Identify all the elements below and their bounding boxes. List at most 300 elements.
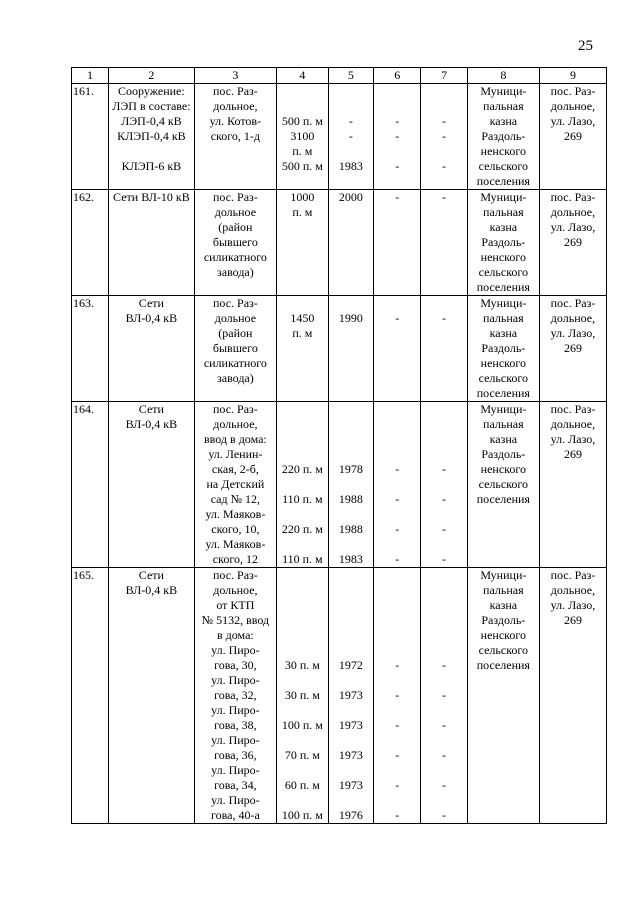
cell-line: 1978 <box>338 462 363 476</box>
length-cell <box>277 84 329 190</box>
column-7-cell <box>421 402 467 568</box>
cell-line: - <box>348 129 353 143</box>
cell-line <box>278 477 327 492</box>
cell-line: ского, 1-д <box>210 129 261 143</box>
length-cell <box>277 402 329 568</box>
cell-line: пальная <box>483 583 524 597</box>
owner-cell <box>467 568 539 824</box>
cell-line <box>330 417 372 432</box>
cell-line <box>330 144 372 159</box>
row-number-cell: 164. <box>72 402 109 568</box>
cell-line <box>422 703 465 718</box>
cell-line <box>422 733 465 748</box>
cell-line <box>422 432 465 447</box>
cell-line: пальная <box>483 205 524 219</box>
owner-cell <box>467 190 539 296</box>
cell-line: Муници- <box>480 190 527 204</box>
cell-line <box>278 507 327 522</box>
row-number-cell: 163. <box>72 296 109 402</box>
cell-line <box>422 568 465 583</box>
cell-line: 1972 <box>338 658 363 672</box>
column-6-cell <box>373 296 420 402</box>
column-number: 7 <box>421 68 467 84</box>
year-cell <box>328 84 373 190</box>
cell-line: пос. Раз- <box>212 84 258 98</box>
cell-line: завода) <box>217 371 254 385</box>
cell-line <box>422 598 465 613</box>
cell-line: поселения <box>476 386 530 400</box>
cell-line <box>278 793 327 808</box>
cell-line: в дома: <box>217 628 254 642</box>
column-number: 2 <box>109 68 195 84</box>
cell-line: сельского <box>478 265 529 279</box>
cell-line <box>375 507 419 522</box>
cell-line <box>330 477 372 492</box>
row-number-cell: 162. <box>72 190 109 296</box>
cell-line <box>422 537 465 552</box>
column-6-cell <box>373 402 420 568</box>
cell-line: - <box>395 808 400 822</box>
cell-line: ненского <box>480 462 527 476</box>
cell-line: пос. Раз- <box>550 402 596 416</box>
page-number: 25 <box>578 38 593 54</box>
cell-line <box>330 643 372 658</box>
cell-line: бывшего <box>212 341 258 355</box>
cell-line <box>278 643 327 658</box>
cell-line: Раздоль- <box>481 235 526 249</box>
cell-line <box>422 613 465 628</box>
cell-line: 500 п. м <box>281 114 323 128</box>
cell-line <box>375 447 419 462</box>
cell-line: - <box>442 552 447 566</box>
cell-line <box>278 733 327 748</box>
cell-line <box>422 793 465 808</box>
cell-line: - <box>442 462 447 476</box>
cell-line: - <box>442 688 447 702</box>
cell-line <box>330 583 372 598</box>
column-7-cell <box>421 190 467 296</box>
cell-line <box>330 763 372 778</box>
cell-line: завода) <box>217 265 254 279</box>
cell-line: гова, 40-а <box>210 808 260 822</box>
cell-line <box>196 159 275 174</box>
cell-line: - <box>442 492 447 506</box>
table-row <box>72 84 607 190</box>
cell-line: - <box>348 114 353 128</box>
column-7-cell <box>421 568 467 824</box>
cell-line: дольное <box>214 205 257 219</box>
cell-line: ская, 2-б, <box>211 462 259 476</box>
cell-line: ул. Лазо, <box>550 326 596 340</box>
owner-cell <box>467 84 539 190</box>
cell-line <box>375 417 419 432</box>
cell-line <box>375 598 419 613</box>
cell-line <box>422 507 465 522</box>
cell-line <box>375 99 419 114</box>
cell-line <box>330 296 372 311</box>
cell-line: казна <box>489 220 518 234</box>
cell-line: - <box>395 778 400 792</box>
cell-line: дольное, <box>550 99 596 113</box>
cell-line: п. м <box>292 326 313 340</box>
cell-line: - <box>395 688 400 702</box>
cell-line: ВЛ-0,4 кВ <box>125 311 178 325</box>
object-name-cell <box>109 296 195 402</box>
cell-line: 1988 <box>338 522 363 536</box>
year-cell <box>328 296 373 402</box>
cell-line: дольное <box>214 311 257 325</box>
cell-line <box>330 793 372 808</box>
cell-line: 1973 <box>338 748 363 762</box>
column-7-cell <box>421 296 467 402</box>
cell-line: КЛЭП-0,4 кВ <box>117 129 186 143</box>
cell-line <box>278 628 327 643</box>
cell-line: гова, 32, <box>214 688 257 702</box>
cell-line <box>278 402 327 417</box>
cell-line <box>278 598 327 613</box>
cell-line: 100 п. м <box>281 808 323 822</box>
cell-line: Муници- <box>480 568 527 582</box>
cell-line: гова, 36, <box>214 748 257 762</box>
length-cell <box>277 568 329 824</box>
cell-line: 220 п. м <box>281 522 323 536</box>
cell-line <box>375 568 419 583</box>
cell-line <box>278 99 327 114</box>
cell-line: 269 <box>563 447 582 461</box>
cell-line <box>278 432 327 447</box>
cell-line: ул. Лазо, <box>550 432 596 446</box>
year-cell <box>328 402 373 568</box>
cell-line: № 5132, ввод <box>201 613 270 627</box>
cell-line <box>196 144 275 159</box>
cell-line <box>278 673 327 688</box>
cell-line <box>422 673 465 688</box>
cell-line: дольное, <box>213 583 258 597</box>
cell-line <box>422 447 465 462</box>
cell-line: 1973 <box>338 778 363 792</box>
cell-line: ул. Пиро- <box>211 643 260 657</box>
cell-line: - <box>395 114 400 128</box>
cell-line <box>422 99 465 114</box>
object-name-cell <box>109 568 195 824</box>
cell-line: - <box>442 311 447 325</box>
cell-line: бывшего <box>212 235 258 249</box>
cell-line: Муници- <box>480 296 527 310</box>
cell-line: 1983 <box>338 552 363 566</box>
property-registry-table <box>71 67 607 824</box>
cell-line: 2000 <box>338 190 363 204</box>
column-number: 5 <box>328 68 373 84</box>
cell-line <box>330 84 372 99</box>
cell-line: - <box>395 552 400 566</box>
cell-line: дольное, <box>550 205 596 219</box>
column-number: 4 <box>277 68 329 84</box>
cell-line: Сети ВЛ-10 кВ <box>113 190 190 204</box>
object-name-cell <box>109 84 195 190</box>
address-cell <box>194 84 276 190</box>
column-6-cell <box>373 190 420 296</box>
column-number: 3 <box>194 68 276 84</box>
cell-line: 1976 <box>338 808 363 822</box>
column-7-cell <box>421 84 467 190</box>
cell-line: - <box>395 522 400 536</box>
cell-line <box>422 417 465 432</box>
cell-line: ул. Пиро- <box>211 733 260 747</box>
cell-line: ул. Маяков- <box>205 537 266 551</box>
cell-line <box>278 537 327 552</box>
cell-line: - <box>395 492 400 506</box>
cell-line: Раздоль- <box>481 447 526 461</box>
cell-line: пос. Раз- <box>550 84 596 98</box>
cell-line: пос. Раз- <box>212 568 258 582</box>
cell-line <box>330 628 372 643</box>
cell-line: на Детский <box>206 477 265 491</box>
cell-line: пальная <box>483 311 524 325</box>
cell-line: - <box>442 748 447 762</box>
object-name-cell <box>109 190 195 296</box>
cell-line: ул. Пиро- <box>211 673 260 687</box>
cell-line: ВЛ-0,4 кВ <box>125 417 178 431</box>
owner-address-cell <box>539 568 606 824</box>
cell-line <box>330 432 372 447</box>
cell-line: 110 п. м <box>282 552 323 566</box>
cell-line: сельского <box>478 159 529 173</box>
cell-line: (район <box>218 220 253 234</box>
cell-line: Муници- <box>480 402 527 416</box>
cell-line: - <box>395 718 400 732</box>
cell-line <box>330 598 372 613</box>
cell-line <box>422 628 465 643</box>
cell-line: 269 <box>563 613 582 627</box>
column-6-cell <box>373 84 420 190</box>
cell-line: Раздоль- <box>481 613 526 627</box>
cell-line: силикатного <box>203 250 267 264</box>
cell-line: Раздоль- <box>481 341 526 355</box>
cell-line <box>375 477 419 492</box>
cell-line: - <box>395 658 400 672</box>
cell-line: 1988 <box>338 492 363 506</box>
object-name-cell <box>109 402 195 568</box>
cell-line <box>375 673 419 688</box>
cell-line: - <box>442 190 447 204</box>
cell-line <box>278 763 327 778</box>
cell-line: 269 <box>563 129 582 143</box>
cell-line: ул. Котов- <box>209 114 262 128</box>
cell-line: - <box>395 190 400 204</box>
cell-line: пос. Раз- <box>212 190 258 204</box>
cell-line <box>375 628 419 643</box>
cell-line: сад № 12, <box>210 492 261 506</box>
cell-line <box>375 84 419 99</box>
owner-address-cell <box>539 190 606 296</box>
cell-line: ЛЭП-0,4 кВ <box>121 114 182 128</box>
cell-line <box>375 583 419 598</box>
year-cell <box>328 568 373 824</box>
cell-line <box>375 613 419 628</box>
cell-line <box>330 447 372 462</box>
owner-address-cell <box>539 296 606 402</box>
cell-line: 1973 <box>338 688 363 702</box>
cell-line: 1450 <box>290 311 315 325</box>
cell-line: Сети <box>138 568 164 582</box>
cell-line: ул. Лазо, <box>550 220 596 234</box>
cell-line: казна <box>489 326 518 340</box>
cell-line <box>375 793 419 808</box>
cell-line: сельского <box>478 643 529 657</box>
cell-line: - <box>442 159 447 173</box>
table-row <box>72 296 607 402</box>
cell-line <box>330 537 372 552</box>
cell-line <box>278 613 327 628</box>
cell-line: 100 п. м <box>281 718 323 732</box>
cell-line: Сооружение: <box>118 84 185 98</box>
table-row <box>72 568 607 824</box>
cell-line <box>422 763 465 778</box>
cell-line: дольное, <box>550 311 596 325</box>
cell-line: гова, 38, <box>214 718 257 732</box>
cell-line: п. м <box>292 205 313 219</box>
cell-line <box>375 296 419 311</box>
cell-line: - <box>395 462 400 476</box>
cell-line: ул. Лазо, <box>550 598 596 612</box>
cell-line: - <box>395 311 400 325</box>
cell-line: 60 п. м <box>284 778 320 792</box>
cell-line: ненского <box>480 250 527 264</box>
cell-line <box>422 583 465 598</box>
cell-line: 500 п. м <box>281 159 323 173</box>
year-cell <box>328 190 373 296</box>
cell-line: дольное, <box>213 99 258 113</box>
cell-line: - <box>442 522 447 536</box>
cell-line: гова, 34, <box>214 778 257 792</box>
cell-line <box>330 402 372 417</box>
address-cell <box>194 190 276 296</box>
cell-line <box>375 703 419 718</box>
cell-line: - <box>395 748 400 762</box>
cell-line <box>278 417 327 432</box>
cell-line: Раздоль- <box>481 129 526 143</box>
cell-line: 1000 <box>290 190 315 204</box>
cell-line <box>110 144 193 159</box>
cell-line: Муници- <box>480 84 527 98</box>
cell-line <box>330 507 372 522</box>
cell-line: ненского <box>480 144 527 158</box>
cell-line: ул. Пиро- <box>211 793 260 807</box>
cell-line: поселения <box>476 492 530 506</box>
cell-line <box>375 763 419 778</box>
cell-line: ского, 10, <box>211 522 260 536</box>
cell-line: п. м <box>292 144 313 158</box>
cell-line: дольное, <box>550 583 596 597</box>
cell-line: пос. Раз- <box>550 190 596 204</box>
cell-line: дольное, <box>213 417 258 431</box>
cell-line: Сети <box>138 402 164 416</box>
address-cell <box>194 402 276 568</box>
cell-line <box>330 733 372 748</box>
address-cell <box>194 296 276 402</box>
cell-line: ул. Пиро- <box>211 763 260 777</box>
cell-line <box>375 144 419 159</box>
cell-line <box>278 583 327 598</box>
row-number-cell: 161. <box>72 84 109 190</box>
cell-line: ненского <box>480 628 527 642</box>
owner-address-cell <box>539 84 606 190</box>
cell-line: - <box>395 159 400 173</box>
cell-line: сельского <box>478 371 529 385</box>
cell-line <box>375 432 419 447</box>
cell-line <box>278 84 327 99</box>
cell-line: пальная <box>483 99 524 113</box>
cell-line: ского, 12 <box>212 552 258 566</box>
owner-cell <box>467 402 539 568</box>
cell-line <box>422 402 465 417</box>
cell-line <box>375 643 419 658</box>
address-cell <box>194 568 276 824</box>
cell-line: - <box>395 129 400 143</box>
cell-line: - <box>442 718 447 732</box>
cell-line: КЛЭП-6 кВ <box>121 159 182 173</box>
cell-line <box>278 296 327 311</box>
cell-line: 220 п. м <box>281 462 323 476</box>
cell-line: сельского <box>478 477 529 491</box>
cell-line <box>422 296 465 311</box>
column-number: 9 <box>539 68 606 84</box>
cell-line: пос. Раз- <box>212 402 258 416</box>
cell-line: ул. Маяков- <box>205 507 266 521</box>
cell-line: пальная <box>483 417 524 431</box>
owner-address-cell <box>539 402 606 568</box>
cell-line <box>278 703 327 718</box>
cell-line: казна <box>489 598 518 612</box>
cell-line <box>422 643 465 658</box>
cell-line: пос. Раз- <box>550 296 596 310</box>
cell-line: 30 п. м <box>284 688 320 702</box>
cell-line: - <box>442 808 447 822</box>
cell-line: 269 <box>563 341 582 355</box>
cell-line <box>375 402 419 417</box>
column-number: 8 <box>467 68 539 84</box>
cell-line <box>330 613 372 628</box>
cell-line: ул. Ленин- <box>208 447 263 461</box>
cell-line: поселения <box>476 280 530 294</box>
cell-line: ул. Лазо, <box>550 114 596 128</box>
length-cell <box>277 296 329 402</box>
cell-line: (район <box>218 326 253 340</box>
cell-line: Сети <box>138 296 164 310</box>
cell-line: ЛЭП в составе: <box>112 99 191 113</box>
cell-line: - <box>442 129 447 143</box>
cell-line: пос. Раз- <box>212 296 258 310</box>
cell-line <box>278 447 327 462</box>
table-row <box>72 402 607 568</box>
cell-line: поселения <box>476 658 530 672</box>
cell-line: ВЛ-0,4 кВ <box>125 583 178 597</box>
cell-line: 3100 <box>290 129 315 143</box>
cell-line: 30 п. м <box>284 658 320 672</box>
cell-line: 269 <box>563 235 582 249</box>
column-number: 1 <box>72 68 109 84</box>
cell-line: гова, 30, <box>214 658 257 672</box>
cell-line: поселения <box>476 174 530 188</box>
cell-line: 1973 <box>338 718 363 732</box>
cell-line: 110 п. м <box>282 492 323 506</box>
column-number: 6 <box>373 68 420 84</box>
length-cell <box>277 190 329 296</box>
column-6-cell <box>373 568 420 824</box>
cell-line: силикатного <box>203 356 267 370</box>
cell-line <box>375 733 419 748</box>
cell-line: - <box>442 778 447 792</box>
